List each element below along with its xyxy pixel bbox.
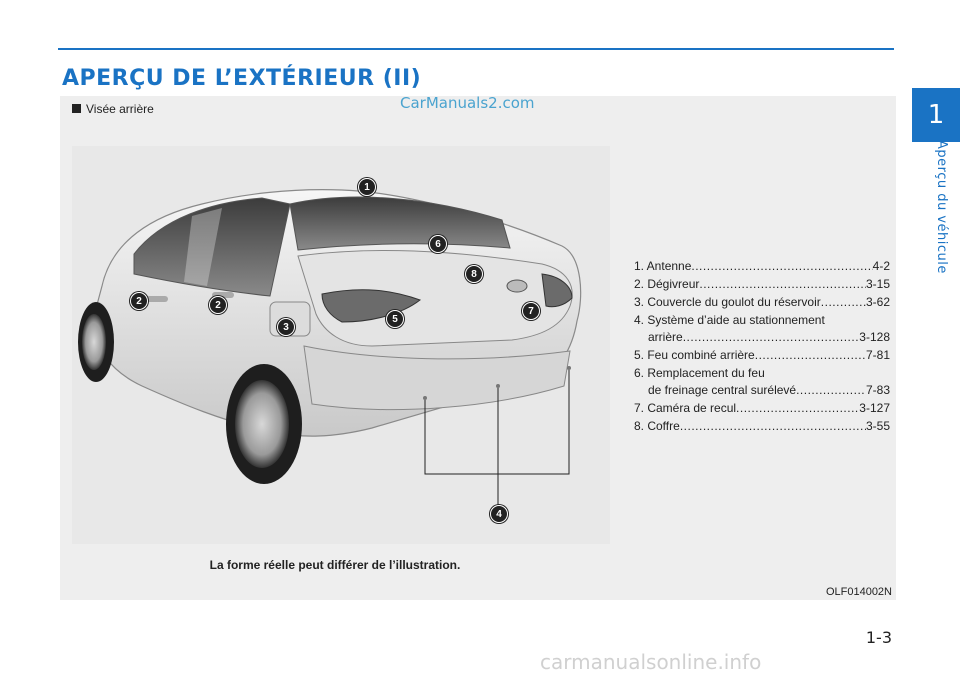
car-illustration xyxy=(72,146,610,544)
watermark-bottom[interactable]: carmanualsonline.info xyxy=(540,650,762,674)
watermark-top[interactable]: CarManuals2.com xyxy=(400,94,535,112)
square-bullet-icon xyxy=(72,104,81,113)
top-rule xyxy=(58,48,894,50)
car-rear-view-image xyxy=(72,146,610,544)
callout-7: 7 xyxy=(522,302,540,320)
chapter-tab: 1 xyxy=(912,88,960,142)
callout-2-left: 2 xyxy=(130,292,148,310)
page-number: 1-3 xyxy=(865,628,892,647)
legend-item-line1: 4. Système d’aide au stationnement xyxy=(634,313,825,327)
figure-code: OLF014002N xyxy=(825,586,892,598)
callout-5: 5 xyxy=(386,310,404,328)
legend-item-line1: 6. Remplacement du feu xyxy=(634,366,765,380)
callout-8: 8 xyxy=(465,265,483,283)
callout-4: 4 xyxy=(490,505,508,523)
section-label xyxy=(72,102,154,116)
legend-item: arrière ..... 3-128 xyxy=(634,329,890,346)
illustration-note: La forme réelle peut différer de l’illustration. xyxy=(209,558,461,572)
legend-item: 5. Feu combiné arrière ..... 7-81 xyxy=(634,347,890,364)
legend-list xyxy=(634,258,890,436)
callout-1: 1 xyxy=(358,178,376,196)
legend-item: 2. Dégivreur ..... 3-15 xyxy=(634,276,890,293)
section-label-text: Visée arrière xyxy=(86,102,154,116)
callout-2-right: 2 xyxy=(209,296,227,314)
page-title: APERÇU DE L’EXTÉRIEUR (II) xyxy=(62,66,422,91)
legend-item: 7. Caméra de recul ..... 3-127 xyxy=(634,400,890,417)
legend-item: 3. Couvercle du goulot du réservoir ..... 3-62 xyxy=(634,294,890,311)
legend-item: de freinage central surélevé ..... 7-83 xyxy=(634,382,890,399)
callout-6: 6 xyxy=(429,235,447,253)
chapter-label: Aperçu du véhicule xyxy=(934,140,949,274)
callout-3: 3 xyxy=(277,318,295,336)
legend-item: 8. Coffre ..... 3-55 xyxy=(634,418,890,435)
legend-item: 1. Antenne ..... 4-2 xyxy=(634,258,890,275)
